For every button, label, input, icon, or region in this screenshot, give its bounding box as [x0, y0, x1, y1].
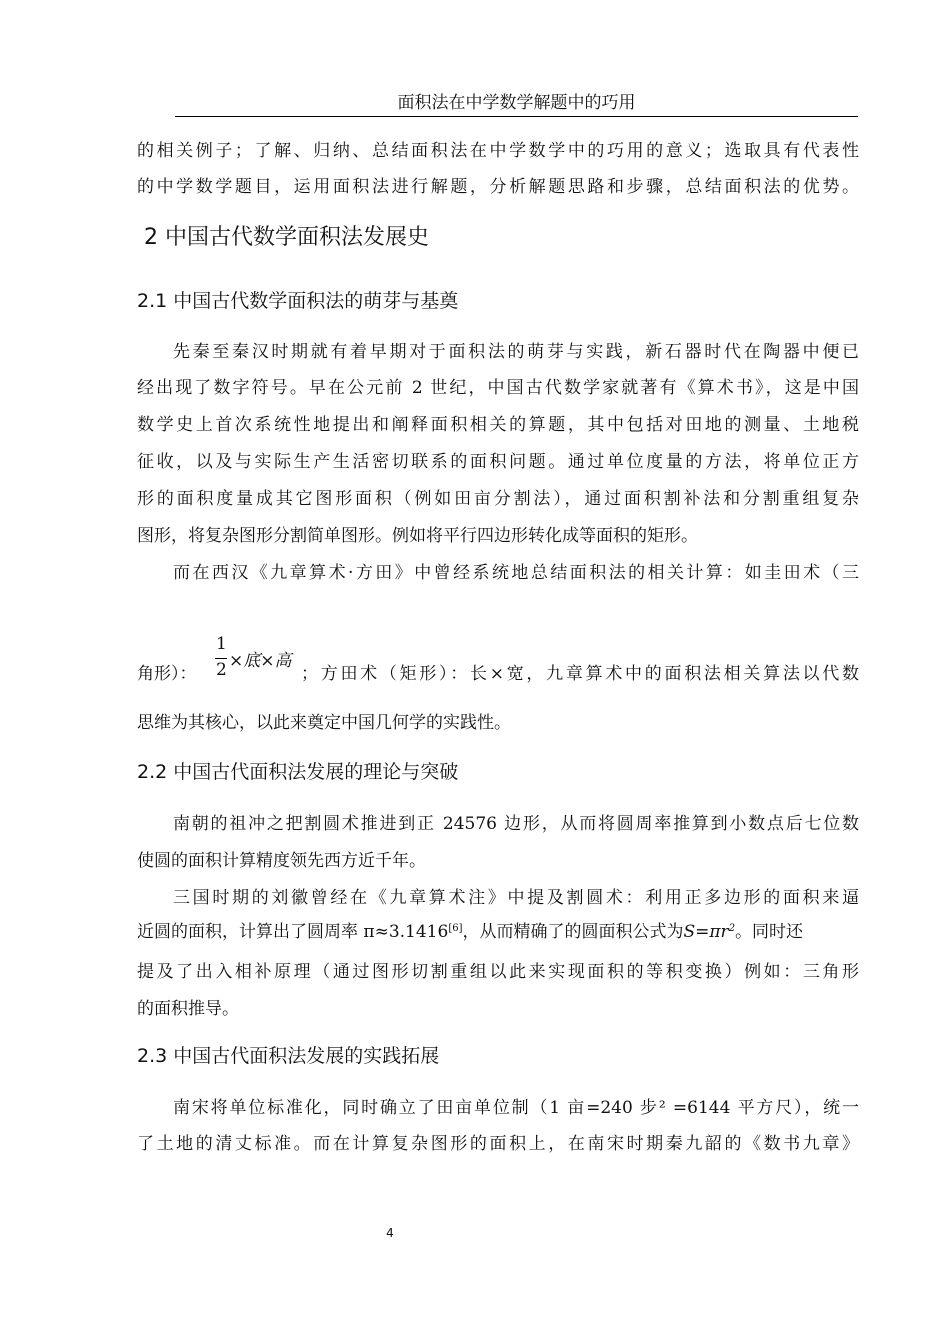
- formula-base: S=πr: [683, 922, 729, 942]
- paragraph-line: 三国时期的刘徽曾经在《九章算术注》中提及割圆术：利用正多边形的面积来逼: [173, 888, 859, 908]
- paragraph-line: 南宋将单位标准化，同时确立了田亩单位制（1 亩=240 步² =6144 平方尺），统一: [173, 1098, 859, 1118]
- intro-line-1: 的相关例子；了解、归纳、总结面积法在中学数学中的巧用的意义；选取具有代表性: [137, 141, 859, 161]
- paragraph-line: 使圆的面积计算精度领先西方近千年。: [137, 851, 426, 871]
- paragraph-line: 征收，以及与实际生产生活密切联系的面积问题。通过单位度量的方法，将单位正方: [137, 452, 859, 472]
- text-run: 。同时还: [735, 922, 804, 942]
- fraction-bar: [215, 658, 227, 659]
- formula-lead-text: 角形）：: [137, 664, 197, 684]
- circle-area-formula: [683, 922, 735, 942]
- page-number: 4: [386, 1226, 394, 1240]
- paragraph-line: 先秦至秦汉时期就有着早期对于面积法的萌芽与实践，新石器时代在陶器中便已: [173, 342, 859, 362]
- paragraph-line: 经出现了数字符号。早在公元前 2 世纪，中国古代数学家就著有《算术书》，这是中国: [137, 378, 859, 398]
- formula-terms: ×底×高: [229, 651, 292, 671]
- section-heading-2-2: 2.2 中国古代面积法发展的理论与突破: [137, 761, 459, 783]
- paragraph-line: 而在西汉《九章算术·方田》中曾经系统地总结面积法的相关计算：如圭田术（三: [173, 563, 859, 583]
- triangle-area-formula: [213, 634, 303, 682]
- running-header: 面积法在中学数学解题中的巧用: [397, 93, 636, 113]
- paragraph-line: 了土地的清丈标准。而在计算复杂图形的面积上，在南宋时期秦九韶的《数书九章》: [137, 1134, 859, 1154]
- paragraph-line: 形的面积度量成其它图形面积（例如田亩分割法），通过面积割补法和分割重组复杂: [137, 489, 859, 509]
- chapter-heading: 2 中国古代数学面积法发展史: [144, 225, 429, 250]
- intro-line-2: 的中学数学题目，运用面积法进行解题，分析解题思路和步骤，总结面积法的优势。: [137, 177, 859, 197]
- paragraph-line-with-formula: [137, 922, 859, 942]
- formula-exponent: 2: [728, 923, 736, 934]
- paragraph-line: 的面积推导。: [137, 999, 239, 1019]
- header-divider: [175, 116, 858, 117]
- paragraph-line: 思维为其核心，以此来奠定中国几何学的实践性。: [137, 713, 511, 733]
- paragraph-line: 提及了出入相补原理（通过图形切割重组以此来实现面积的等积变换）例如：三角形: [137, 962, 859, 982]
- citation-ref: [6]: [448, 923, 463, 934]
- paragraph-line: 图形，将复杂图形分割简单图形。例如将平行四边形转化成等面积的矩形。: [137, 526, 698, 546]
- section-heading-2-3: 2.3 中国古代面积法发展的实践拓展: [137, 1045, 440, 1067]
- section-heading-2-1: 2.1 中国古代数学面积法的萌芽与基奠: [137, 290, 459, 312]
- formula-numerator: 1: [216, 634, 227, 654]
- paragraph-line: ；方田术（矩形）：长×宽，九章算术中的面积法相关算法以代数: [301, 664, 859, 684]
- formula-denominator: 2: [216, 660, 227, 680]
- text-run: ，从而精确了的圆面积公式为: [462, 922, 684, 942]
- paragraph-line: 数学史上首次系统性地提出和阐释面积相关的算题，其中包括对田地的测量、土地税: [137, 415, 859, 435]
- text-run: 近圆的面积，计算出了圆周率 π≈3.1416: [137, 922, 449, 942]
- paragraph-line: 南朝的祖冲之把割圆术推进到正 24576 边形，从而将圆周率推算到小数点后七位数: [173, 814, 859, 834]
